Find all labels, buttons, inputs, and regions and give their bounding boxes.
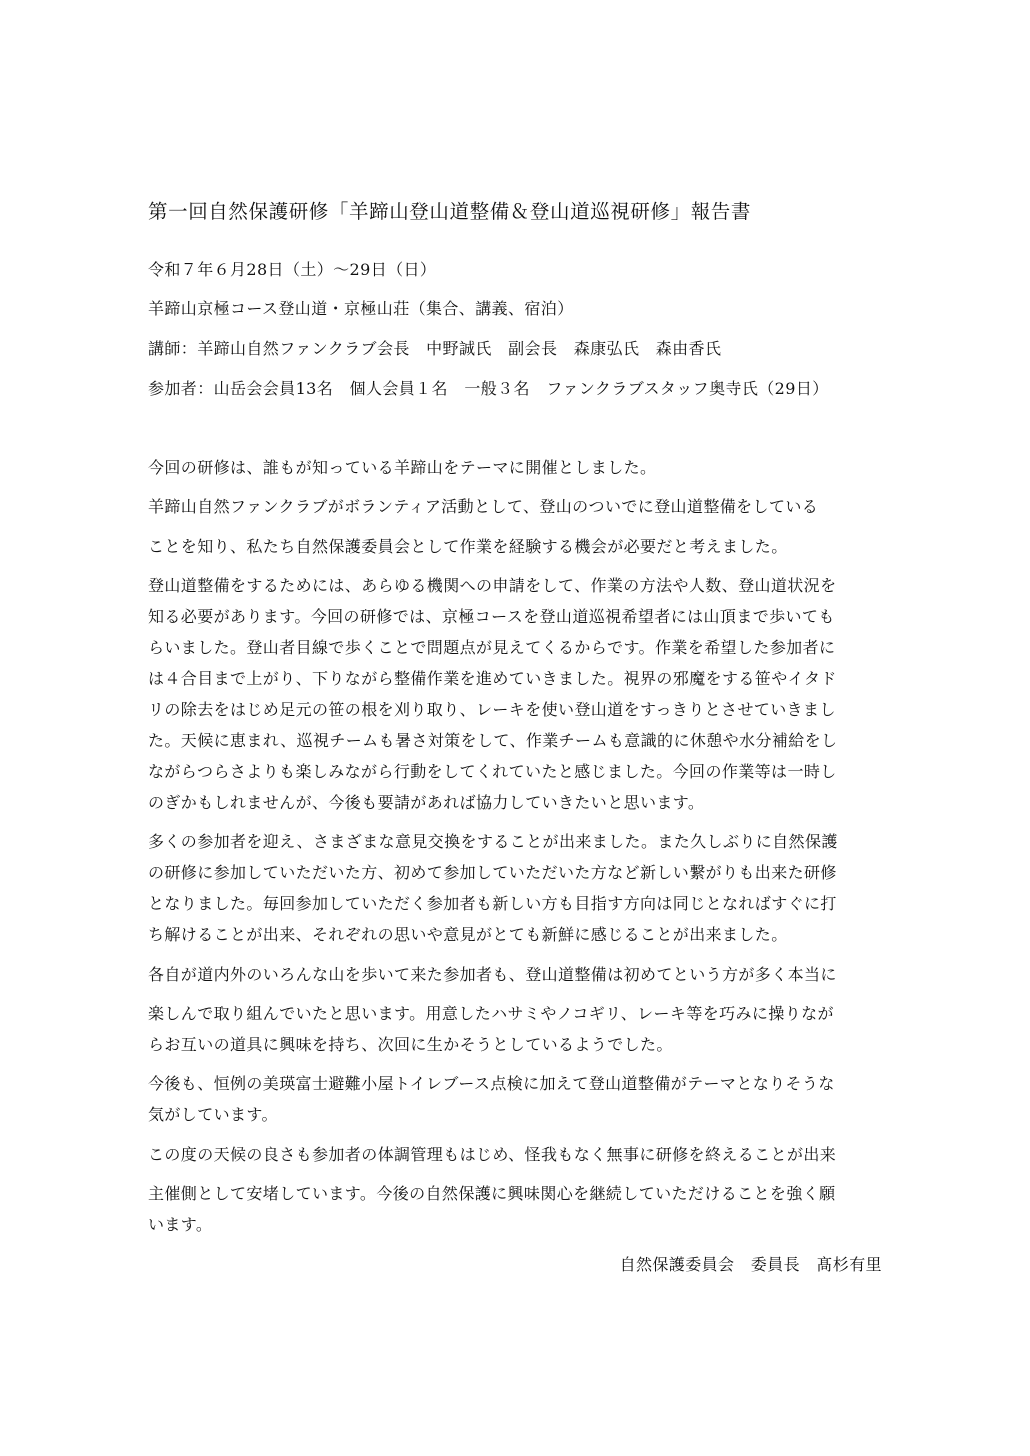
- body-line: 羊蹄山自然ファンクラブがボランティア活動として、登山のついでに登山道整備をしている: [148, 497, 819, 516]
- body-line: となりました。毎回参加していただく参加者も新しい方も目指す方向は同じとなればすぐに打: [148, 894, 837, 913]
- body-line: 楽しんで取り組んでいたと思います。用意したハサミやノコギリ、レーキ等を巧みに操りなが: [148, 1004, 834, 1023]
- report-date: 令和７年６月28日（土）～29日（日）: [148, 260, 437, 279]
- report-participants: 参加者：山岳会会員13名 個人会員１名 一般３名 ファンクラブスタッフ奥寺氏（29日）: [148, 379, 829, 398]
- signature: 自然保護委員会 委員長 髙杉有里: [619, 1255, 882, 1274]
- body-line: 多くの参加者を迎え、さまざまな意見交換をすることが出来ました。また久しぶりに自然保護: [148, 832, 838, 851]
- body-line: 気がしています。: [148, 1105, 278, 1124]
- body-line: た。天候に恵まれ、巡視チームも暑さ対策をして、作業チームも意識的に休憩や水分補給をし: [148, 731, 838, 750]
- report-location: 羊蹄山京極コース登山道・京極山荘（集合、講義、宿泊）: [148, 299, 574, 318]
- body-line: 知る必要があります。今回の研修では、京極コースを登山道巡視希望者には山頂まで歩いても: [148, 607, 835, 626]
- body-line: この度の天候の良さも参加者の体調管理もはじめ、怪我もなく無事に研修を終えることが出来: [148, 1145, 837, 1164]
- body-line: リの除去をはじめ足元の笹の根を刈り取り、レーキを使い登山道をすっきりとさせていきまし: [148, 700, 836, 719]
- report-title: 第一回自然保護研修「羊蹄山登山道整備＆登山道巡視研修」報告書: [148, 200, 752, 223]
- body-line: のぎかもしれませんが、今後も要請があれば協力していきたいと思います。: [148, 793, 705, 812]
- body-line: 登山道整備をするためには、あらゆる機関への申請をして、作業の方法や人数、登山道状況を: [148, 576, 837, 595]
- body-line: らお互いの道具に興味を持ち、次回に生かそうとしているようでした。: [148, 1035, 673, 1054]
- body-line: は４合目まで上がり、下りながら整備作業を進めていきました。視界の邪魔をする笹やイタド: [148, 669, 837, 688]
- body-line: 今後も、恒例の美瑛富士避難小屋トイレブース点検に加えて登山道整備がテーマとなりそうな: [148, 1074, 835, 1093]
- body-line: らいました。登山者目線で歩くことで問題点が見えてくるからです。作業を希望した参加者に: [148, 638, 836, 657]
- body-line: います。: [148, 1215, 213, 1234]
- report-instructors: 講師：羊蹄山自然ファンクラブ会長 中野誠氏 副会長 森康弘氏 森由香氏: [148, 339, 722, 358]
- body-line: の研修に参加していただいた方、初めて参加していただいた方など新しい繋がりも出来た研修: [148, 863, 837, 882]
- body-line: 各自が道内外のいろんな山を歩いて来た参加者も、登山道整備は初めてという方が多く本当に: [148, 965, 837, 984]
- body-line: 今回の研修は、誰もが知っている羊蹄山をテーマに開催としました。: [148, 458, 657, 477]
- body-line: ながらつらさよりも楽しみながら行動をしてくれていたと感じました。今回の作業等は一時し: [148, 762, 837, 781]
- body-line: ことを知り、私たち自然保護委員会として作業を経験する機会が必要だと考えました。: [148, 537, 788, 556]
- body-line: 主催側として安堵しています。今後の自然保護に興味関心を継続していただけることを強く願: [148, 1184, 836, 1203]
- body-line: ち解けることが出来、それぞれの思いや意見がとても新鮮に感じることが出来ました。: [148, 925, 788, 944]
